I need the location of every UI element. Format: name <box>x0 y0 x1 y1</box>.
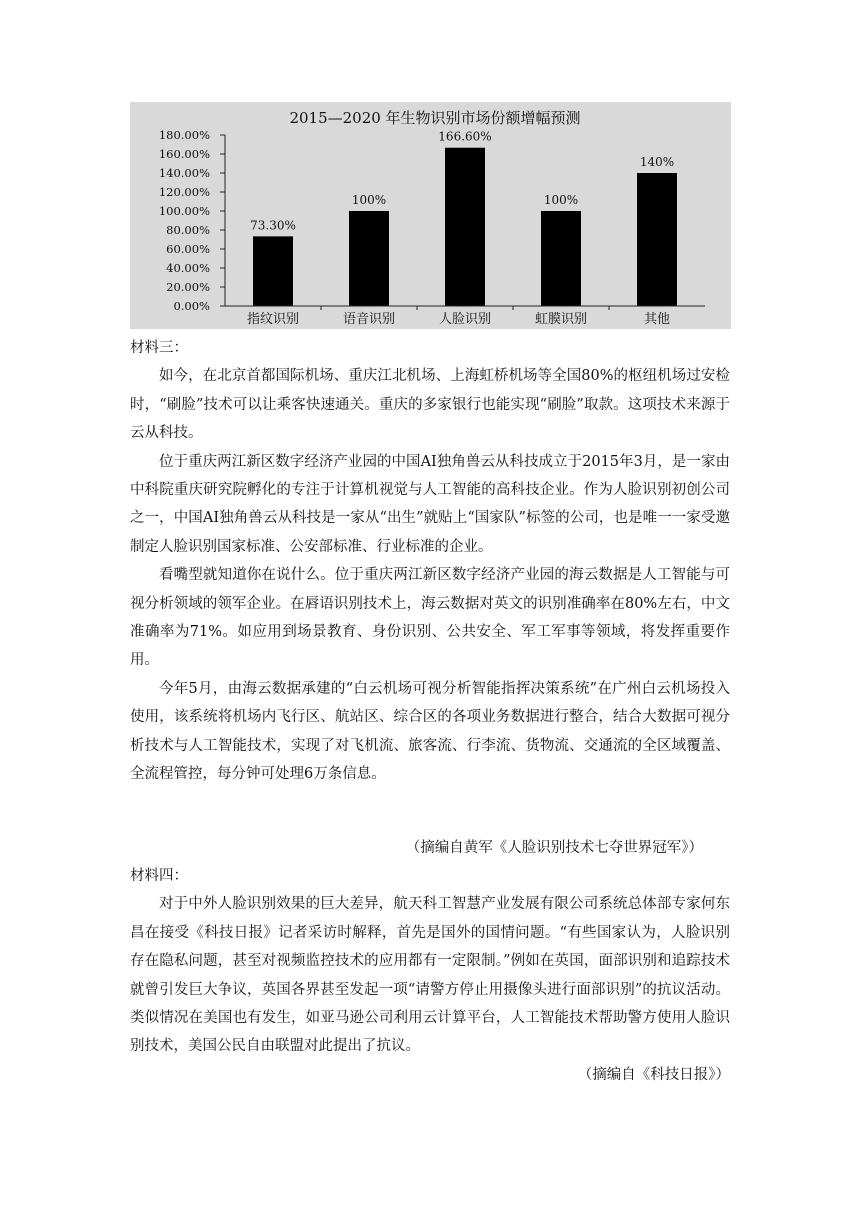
bar <box>253 236 293 306</box>
material-four-paragraph-1: 对于中外人脸识别效果的巨大差异，航天科工智慧产业发展有限公司系统总体部专家何东昌在接受《科技日报》记者采访时解释，首先是国外的国情问题。“有些国家认为，人脸识别存在隐私问题，甚至对视频监控技术的应用都有一定限制。”例如在英国，面部识别和追踪技术就曾引发巨大争议，英国各界甚至发起一项“请警方停止用摄像头进行面部识别”的抗议活动。类似情况在美国也有发生，如亚马逊公司利用云计算平台，人工智能技术帮助警方使用人脸识别技术，美国公民自由联盟对此提出了抗议。 <box>130 896 730 1055</box>
material-three-paragraph-3: 看嘴型就知道你在说什么。位于重庆两江新区数字经济产业园的海云数据是人工智能与可视分析领域的领军企业。在唇语识别技术上，海云数据对英文的识别准确率在80%左右，中文准确率为71%。如应用到场景教育、身份识别、公共安全、军工军事等领域，将发挥重要作用。 <box>130 567 730 669</box>
bar-data-label: 100% <box>543 193 579 207</box>
x-tick-label: 其他 <box>643 312 671 327</box>
material-four-heading: 材料四： <box>130 868 188 884</box>
material-three-source: （摘编自黄军《人脸识别技术七夺世界冠军》） <box>405 840 703 856</box>
bar-data-label: 166.60% <box>438 129 492 144</box>
bar <box>349 211 389 306</box>
bar <box>541 211 581 306</box>
material-four <box>130 862 730 1089</box>
chart-title: 2015—2020 年生物识别市场份额增幅预测 <box>289 109 581 127</box>
y-tick-label: 60.00% <box>166 242 210 256</box>
material-three <box>130 334 730 789</box>
y-tick-label: 80.00% <box>166 223 210 237</box>
x-tick-label: 虹膜识别 <box>534 312 588 327</box>
x-tick-label: 语音识别 <box>342 312 396 327</box>
y-tick-label: 140.00% <box>158 166 210 180</box>
bar <box>637 173 677 306</box>
material-three-paragraph-4: 今年5月，由海云数据承建的“白云机场可视分析智能指挥决策系统”在广州白云机场投入使用，该系统将机场内飞行区、航站区、综合区的各项业务数据进行整合，结合大数据可视分析技术与人工智能技术，实现了对飞机流、旅客流、行李流、货物流、交通流的全区域覆盖、全流程管控，每分钟可处理6万条信息。 <box>130 680 730 783</box>
material-four-source: （摘编自《科技日报》） <box>577 1066 730 1083</box>
bar-data-label: 73.30% <box>250 218 296 233</box>
y-tick-label: 20.00% <box>166 280 210 294</box>
y-tick-label: 160.00% <box>158 147 210 161</box>
y-tick-label: 180.00% <box>158 128 210 142</box>
bar-chart <box>130 102 731 329</box>
material-three-paragraph-1: 如今，在北京首都国际机场、重庆江北机场、上海虹桥机场等全国80%的枢纽机场过安检时，“刷脸”技术可以让乘客快速通关。重庆的多家银行也能实现“刷脸”取款。这项技术来源于云从科技。 <box>130 368 730 442</box>
bar-data-label: 100% <box>351 193 387 207</box>
x-tick-label: 指纹识别 <box>246 312 300 327</box>
y-tick-label: 0.00% <box>173 299 210 313</box>
x-tick-label: 人脸识别 <box>438 312 492 327</box>
bar <box>445 148 485 306</box>
y-tick-label: 120.00% <box>158 185 210 199</box>
material-three-paragraph-2: 位于重庆两江新区数字经济产业园的中国AI独角兽云从科技成立于2015年3月，是一家由中科院重庆研究院孵化的专注于计算机视觉与人工智能的高科技企业。作为人脸识别初创公司之一，中国AI独角兽云从科技是一家从“出生”就贴上“国家队”标签的公司，也是唯一一家受邀制定人脸识别国家标准、公安部标准、行业标准的企业。 <box>130 453 730 555</box>
material-three-heading: 材料三： <box>130 340 188 356</box>
y-tick-label: 40.00% <box>166 261 210 275</box>
bar-data-label: 140% <box>639 155 675 169</box>
y-tick-label: 100.00% <box>158 204 210 218</box>
